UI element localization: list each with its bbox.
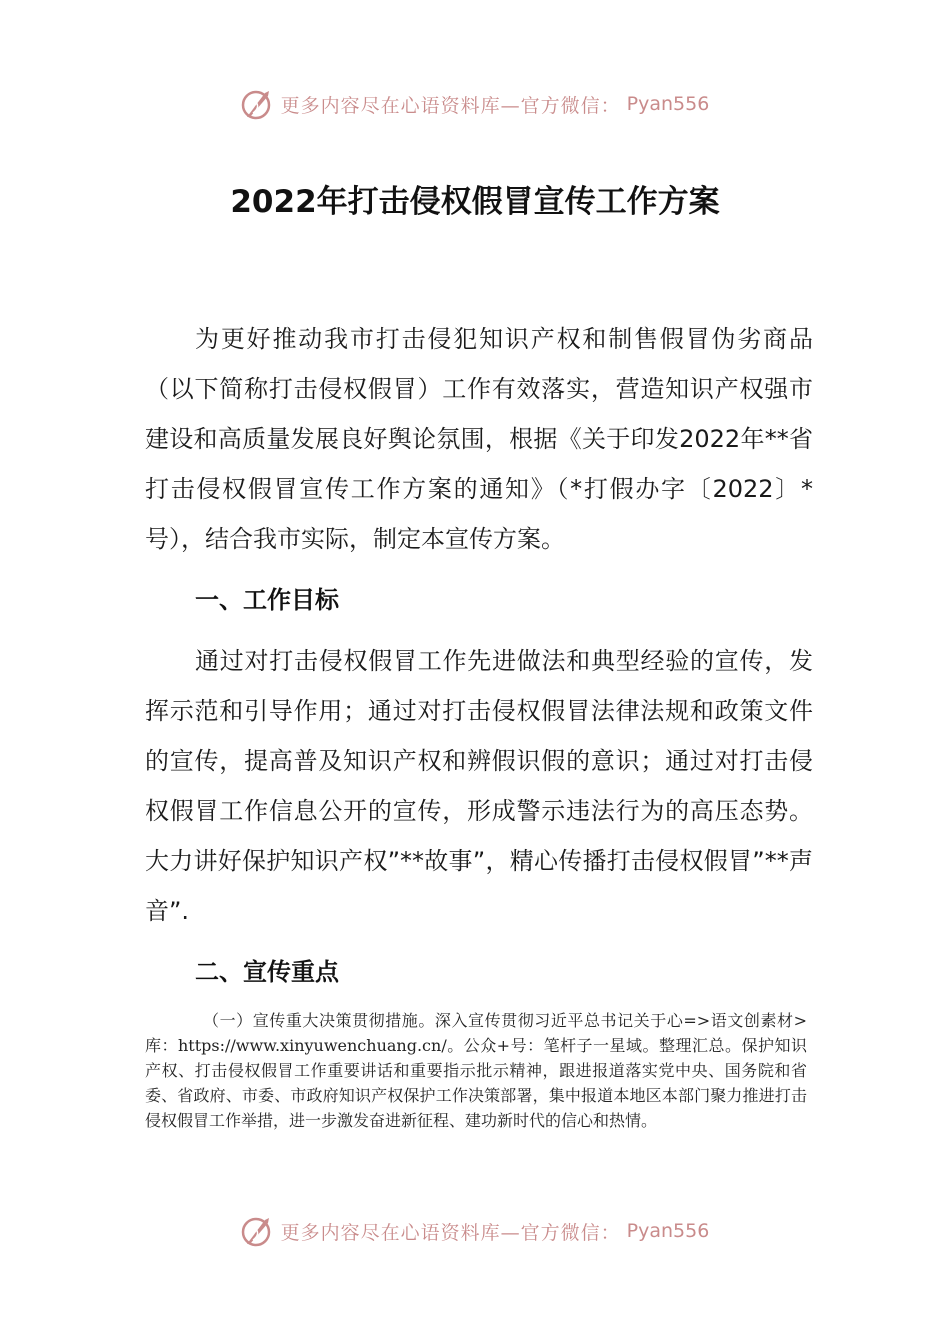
watermark-footer (0, 1211, 950, 1251)
watermark-text: 更多内容尽在心语资料库—官方微信： (280, 1221, 621, 1244)
focus-item-paragraph: （一）宣传重大决策贯彻措施。深入宣传贯彻习近平总书记关于心=>语文创素材>库：https://www.xinyuwenchuang.cn/。公众+号：笔杆子一星域。整理汇总。保护知识产权、打击侵权假冒工作重要讲话和重要指示批示精神，跟进报道落实党中央、国务院和省委、省政府、市委、市政府知识产权保护工作决策部署，集中报道本地区本部门聚力推进打击侵权假冒工作举措，进一步激发奋进新征程、建功新时代的信心和热情。 (145, 1011, 807, 1130)
watermark-text: 更多内容尽在心语资料库—官方微信： (280, 94, 621, 117)
watermark-header (0, 84, 950, 124)
quill-pen-logo-icon (241, 1214, 275, 1248)
quill-pen-logo-icon (241, 87, 275, 121)
section-heading-focus: 二、宣传重点 (195, 958, 339, 986)
section-heading-goals: 一、工作目标 (195, 586, 339, 614)
watermark-wechat-id: Pyan556 (626, 93, 710, 115)
watermark-wechat-id: Pyan556 (626, 1220, 710, 1242)
document-title: 2022年打击侵权假冒宣传工作方案 (230, 184, 720, 220)
intro-paragraph: 为更好推动我市打击侵犯知识产权和制售假冒伪劣商品（以下简称打击侵权假冒）工作有效落实，营造知识产权强市建设和高质量发展良好舆论氛围，根据《关于印发2022年**省打击侵权假冒宣传工作方案的通知》（*打假办字〔2022〕*号），结合我市实际，制定本宣传方案。 (145, 325, 813, 553)
goals-paragraph: 通过对打击侵权假冒工作先进做法和典型经验的宣传，发挥示范和引导作用；通过对打击侵权假冒法律法规和政策文件的宣传，提高普及知识产权和辨假识假的意识；通过对打击侵权假冒工作信息公开的宣传，形成警示违法行为的高压态势。大力讲好保护知识产权”**故事”，精心传播打击侵权假冒”**声音”. (145, 647, 813, 925)
